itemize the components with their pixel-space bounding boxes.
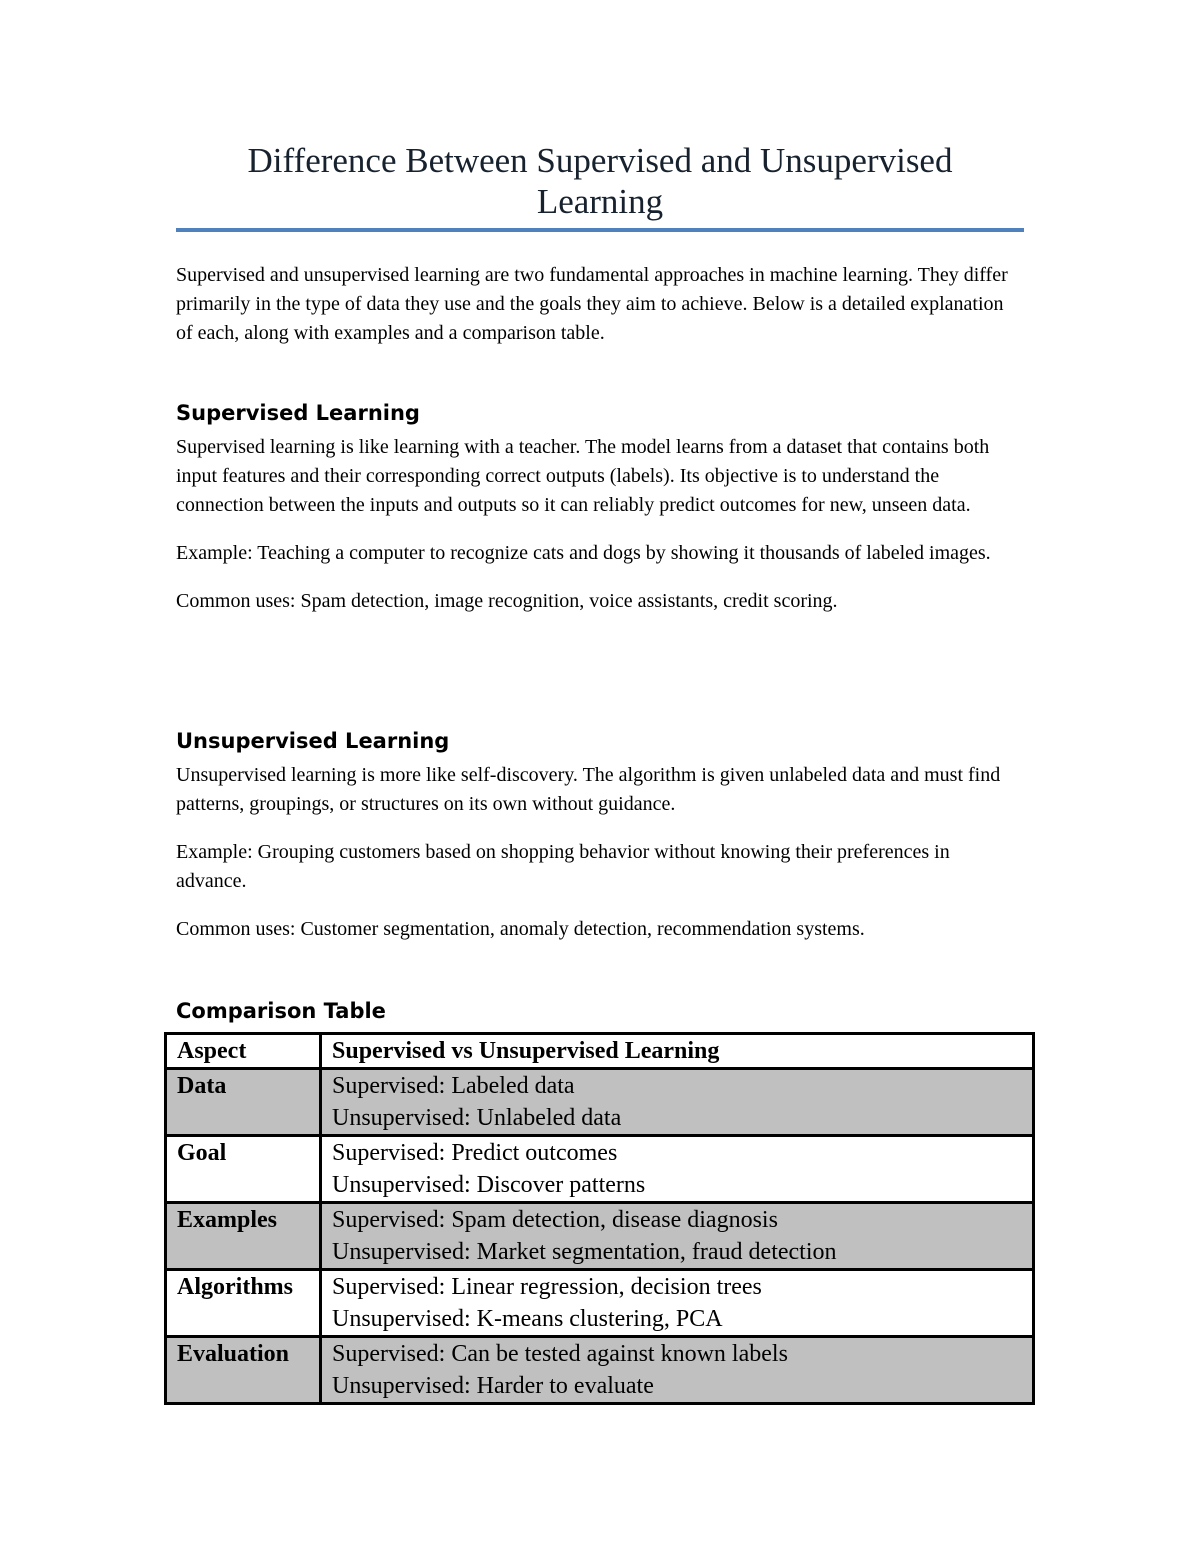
- table-row: [166, 1270, 1034, 1337]
- document-title: [176, 140, 1024, 222]
- comparison-heading: Comparison Table: [176, 999, 386, 1023]
- unsupervised-value: Unsupervised: K-means clustering, PCA: [332, 1306, 723, 1332]
- aspect-cell: Algorithms: [166, 1270, 321, 1337]
- table-row: [166, 1069, 1034, 1136]
- unsupervised-heading: Unsupervised Learning: [176, 729, 450, 753]
- comparison-cell: [321, 1337, 1034, 1404]
- comparison-cell: [321, 1203, 1034, 1270]
- intro-section: [176, 261, 1024, 348]
- comparison-cell: [321, 1136, 1034, 1203]
- title-line-1: Difference Between Supervised and Unsupervised: [247, 141, 953, 180]
- aspect-cell: Evaluation: [166, 1337, 321, 1404]
- supervised-value: Supervised: Labeled data: [332, 1073, 575, 1099]
- table-row: [166, 1337, 1034, 1404]
- table-header-row: [166, 1034, 1034, 1069]
- supervised-section: [176, 399, 1024, 616]
- supervised-example: Example: Teaching a computer to recognize cats and dogs by showing it thousands of labeled images.: [176, 542, 991, 564]
- unsupervised-value: Unsupervised: Discover patterns: [332, 1172, 646, 1198]
- unsupervised-value: Unsupervised: Market segmentation, fraud detection: [332, 1239, 837, 1265]
- aspect-cell: Examples: [166, 1203, 321, 1270]
- unsupervised-description: Unsupervised learning is more like self-discovery. The algorithm is given unlabeled data and must find patterns, groupings, or structures on its own without guidance.: [176, 764, 1001, 815]
- supervised-value: Supervised: Predict outcomes: [332, 1140, 618, 1166]
- title-underline: [176, 228, 1024, 232]
- supervised-description: Supervised learning is like learning with a teacher. The model learns from a dataset that contains both input features and their corresponding correct outputs (labels). Its objective is to understand the connection between the inputs and outputs so it can reliably predict outcomes for new, unseen data.: [176, 436, 990, 516]
- unsupervised-section: [176, 727, 1024, 944]
- table-row: [166, 1203, 1034, 1270]
- aspect-cell: Data: [166, 1069, 321, 1136]
- unsupervised-value: Unsupervised: Unlabeled data: [332, 1105, 622, 1131]
- comparison-section: [176, 997, 1024, 1031]
- title-line-2: Learning: [536, 182, 664, 221]
- unsupervised-value: Unsupervised: Harder to evaluate: [332, 1373, 654, 1399]
- supervised-value: Supervised: Can be tested against known labels: [332, 1341, 788, 1367]
- supervised-value: Supervised: Spam detection, disease diagnosis: [332, 1207, 778, 1233]
- column-header-aspect: Aspect: [166, 1034, 321, 1069]
- unsupervised-uses: Common uses: Customer segmentation, anomaly detection, recommendation systems.: [176, 918, 865, 940]
- supervised-heading: Supervised Learning: [176, 401, 420, 425]
- supervised-value: Supervised: Linear regression, decision trees: [332, 1274, 762, 1300]
- supervised-uses: Common uses: Spam detection, image recognition, voice assistants, credit scoring.: [176, 590, 838, 612]
- unsupervised-example: Example: Grouping customers based on shopping behavior without knowing their preferences in advance.: [176, 841, 950, 892]
- column-header-comparison: Supervised vs Unsupervised Learning: [321, 1034, 1034, 1069]
- comparison-table: [164, 1032, 1035, 1405]
- comparison-cell: [321, 1270, 1034, 1337]
- table-row: [166, 1136, 1034, 1203]
- aspect-cell: Goal: [166, 1136, 321, 1203]
- intro-paragraph: Supervised and unsupervised learning are two fundamental approaches in machine learning. They differ primarily in the type of data they use and the goals they aim to achieve. Below is a detailed explanation of each, along with examples and a comparison table.: [176, 264, 1008, 344]
- comparison-cell: [321, 1069, 1034, 1136]
